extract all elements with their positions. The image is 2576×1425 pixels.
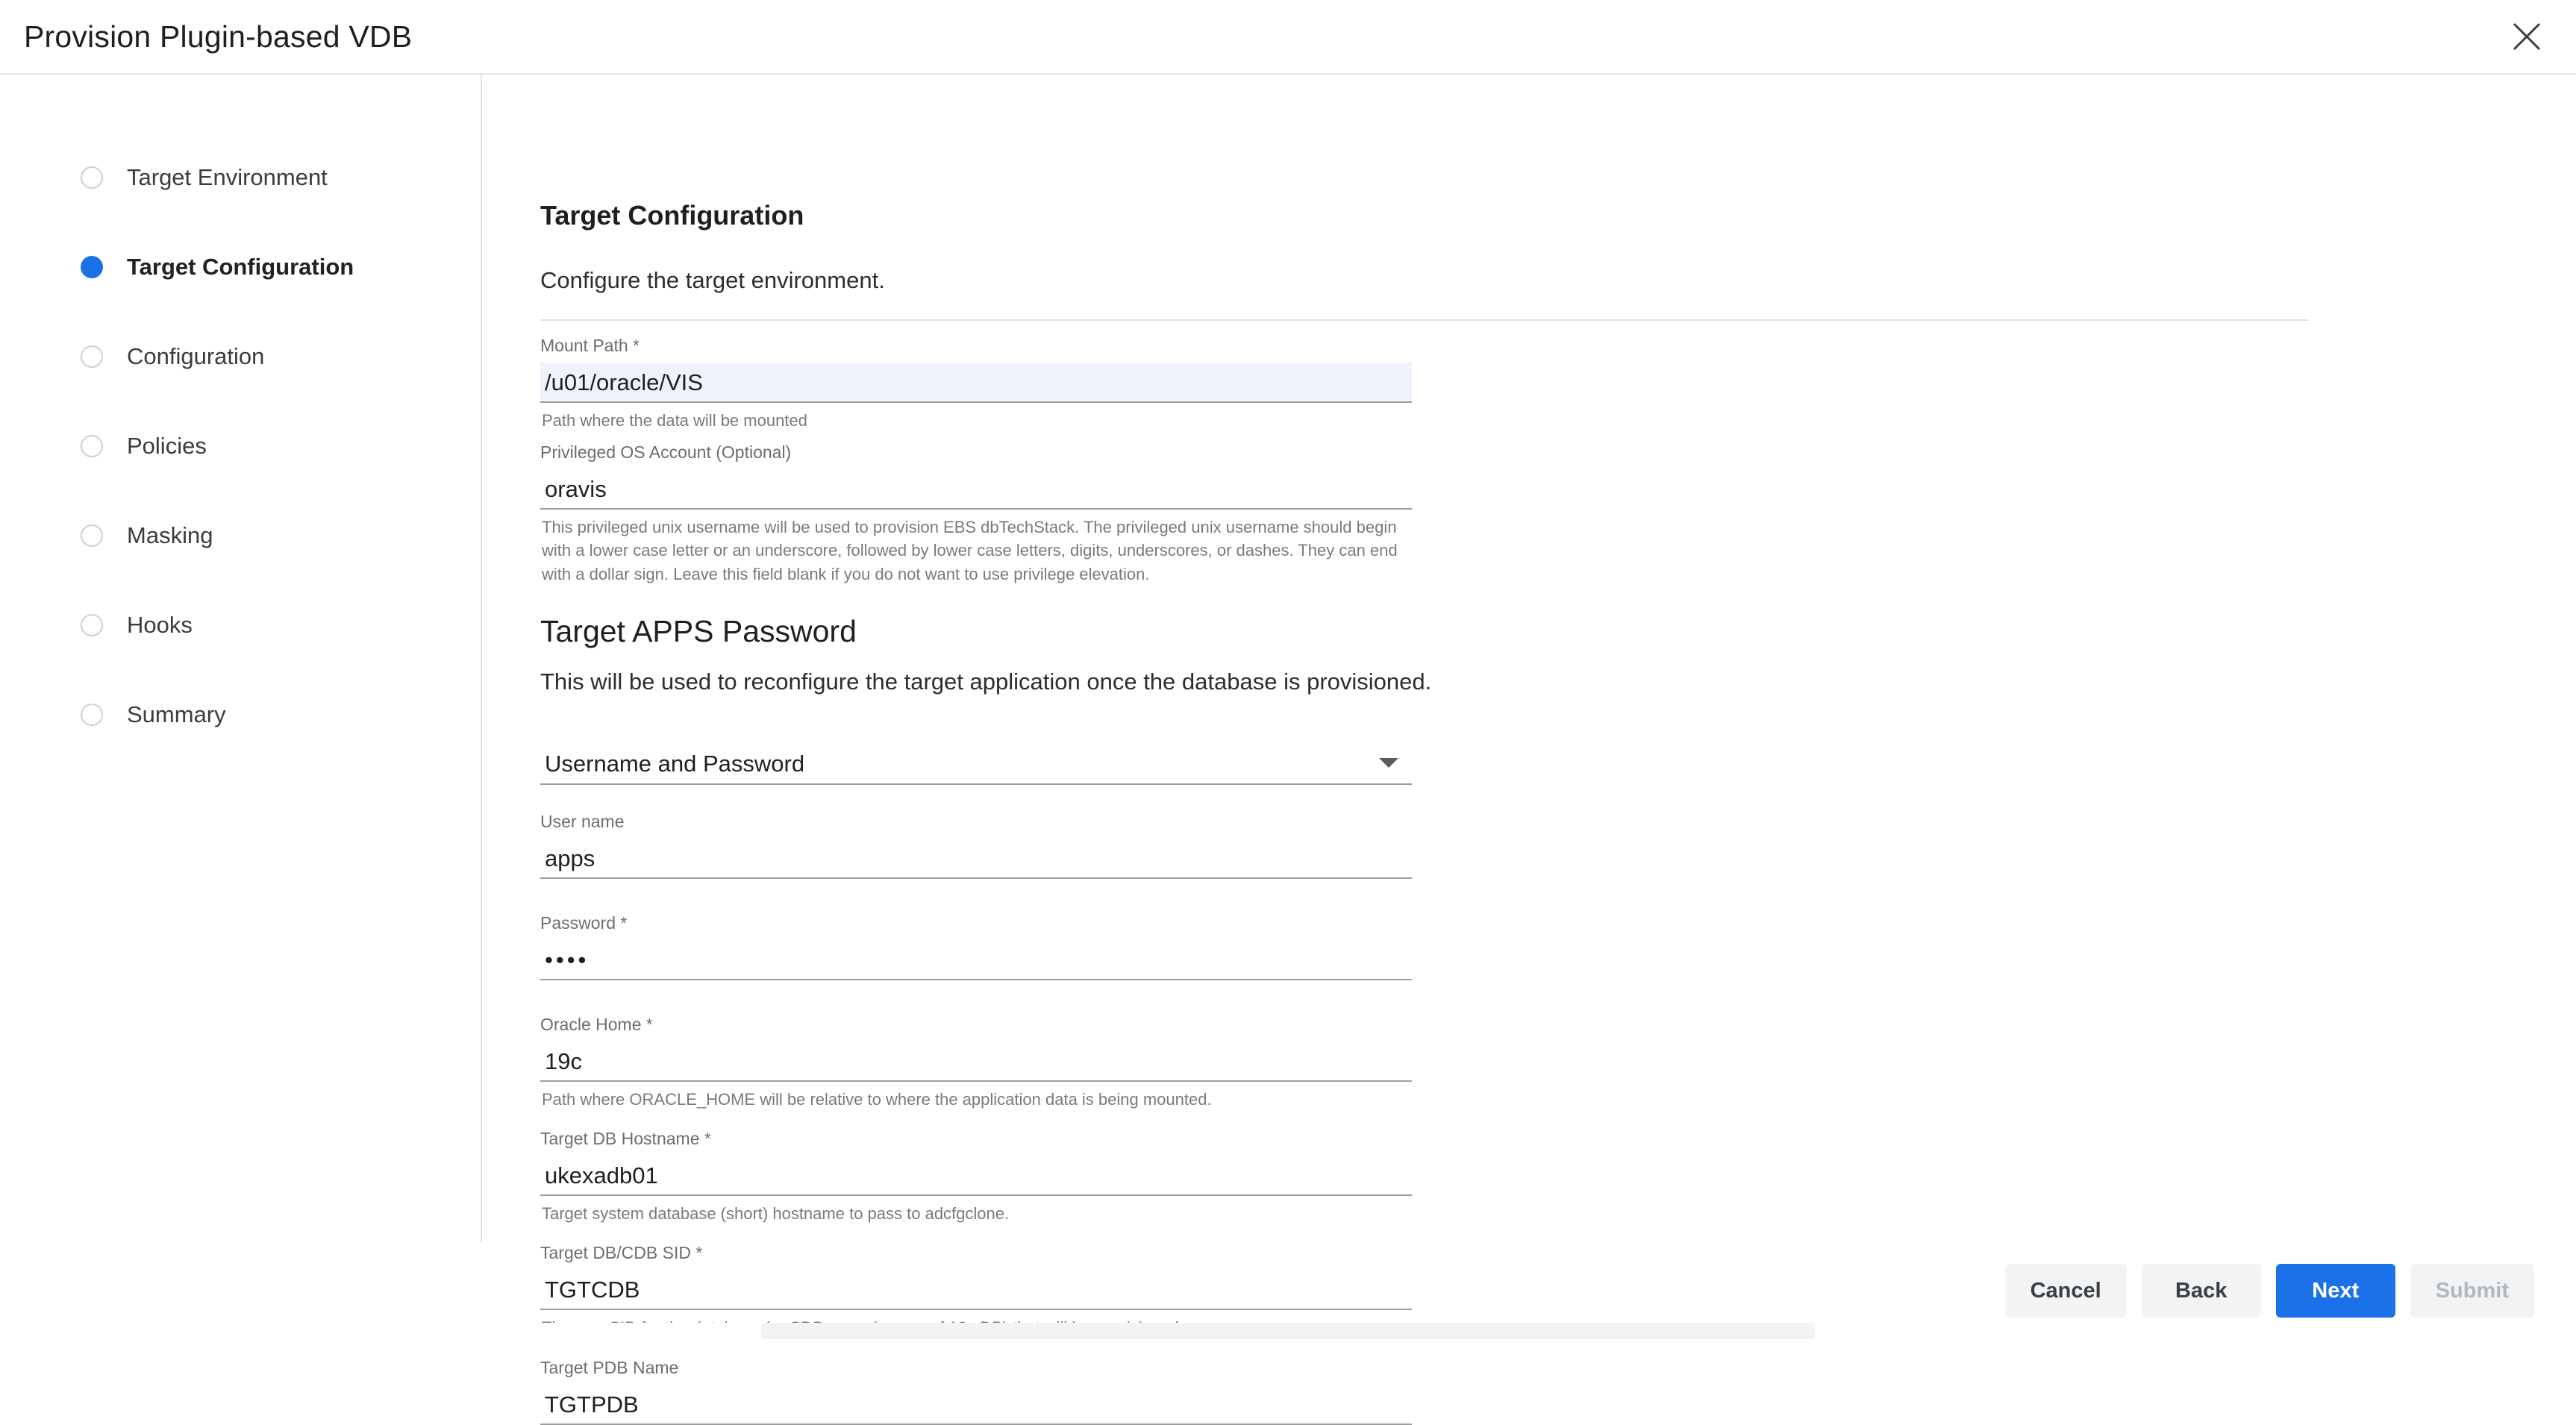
wizard-stepper — [0, 75, 482, 1242]
oracle-home-field[interactable] — [540, 1015, 1412, 1111]
mount-path-field[interactable] — [540, 336, 1412, 432]
sidebar-item-masking[interactable] — [0, 491, 481, 580]
target-pdb-name-field[interactable] — [540, 1358, 1412, 1425]
target-db-hostname-label: Target DB Hostname * — [540, 1129, 711, 1149]
sidebar-item-hooks[interactable] — [0, 580, 481, 670]
bottom-strip-inner — [761, 1323, 1815, 1339]
step-indicator-icon — [81, 704, 103, 726]
target-db-cdb-sid-input[interactable]: TGTCDB — [540, 1270, 1412, 1310]
step-indicator-icon — [81, 435, 103, 457]
apps-password-label: Password * — [540, 912, 628, 933]
privileged-os-account-input[interactable]: oravis — [540, 469, 1412, 510]
sidebar-item-configuration[interactable] — [0, 312, 481, 401]
close-icon[interactable] — [2506, 16, 2548, 57]
target-db-hostname-input[interactable]: ukexadb01 — [540, 1156, 1412, 1196]
step-label: Configuration — [127, 343, 265, 369]
section-heading: Target Configuration — [540, 200, 804, 231]
sidebar-item-summary[interactable] — [0, 670, 481, 760]
apps-password-subheading: This will be used to reconfigure the target application once the database is provisioned. — [540, 668, 1432, 695]
back-button[interactable]: Back — [2142, 1264, 2261, 1318]
bottom-strip — [0, 1323, 2576, 1339]
target-pdb-name-label: Target PDB Name — [540, 1357, 679, 1377]
privileged-os-account-label: Privileged OS Account (Optional) — [540, 442, 792, 463]
target-db-hostname-field[interactable] — [540, 1129, 1412, 1225]
apps-username-label: User name — [540, 811, 625, 831]
apps-username-field[interactable] — [540, 812, 1412, 879]
oracle-home-help: Path where ORACLE_HOME will be relative to where the application data is being mounted. — [542, 1089, 1212, 1109]
sidebar-item-target-environment[interactable] — [0, 133, 481, 222]
step-indicator-icon — [81, 256, 103, 278]
apps-username-input[interactable]: apps — [540, 839, 1412, 879]
target-db-cdb-sid-label: Target DB/CDB SID * — [540, 1243, 703, 1263]
target-pdb-name-input[interactable]: TGTPDB — [540, 1385, 1412, 1425]
next-button[interactable]: Next — [2276, 1264, 2395, 1318]
credential-type-value[interactable]: Username and Password — [540, 743, 1412, 785]
step-label: Summary — [127, 701, 226, 727]
dialog-header — [0, 0, 2576, 75]
step-label: Masking — [127, 522, 213, 548]
mount-path-help: Path where the data will be mounted — [542, 411, 807, 430]
divider — [540, 319, 2309, 321]
step-label: Target Environment — [127, 164, 328, 190]
step-indicator-icon — [81, 524, 103, 547]
target-db-hostname-help: Target system database (short) hostname to pass to adcfgclone. — [542, 1204, 1010, 1224]
apps-password-field[interactable] — [540, 913, 1412, 980]
privileged-os-account-field[interactable] — [540, 442, 1412, 586]
step-indicator-icon — [81, 614, 103, 636]
cancel-button[interactable]: Cancel — [2005, 1264, 2127, 1318]
apps-password-input[interactable]: •••• — [540, 940, 1412, 980]
sidebar-item-target-configuration[interactable] — [0, 222, 481, 312]
step-label: Target Configuration — [127, 254, 354, 280]
sidebar-item-policies[interactable] — [0, 401, 481, 491]
step-indicator-icon — [81, 166, 103, 189]
oracle-home-label: Oracle Home * — [540, 1014, 653, 1034]
step-label: Hooks — [127, 612, 193, 638]
chevron-down-icon[interactable] — [1379, 758, 1398, 768]
privileged-os-account-help: This privileged unix username will be used to provision EBS dbTechStack. The privileged unix username should begin with a lower case letter or an underscore, followed by lower case letters, digits, underscores, or dashes. They can end with a dollar sign. Leave this field blank if you do not want to use privilege elevation. — [542, 518, 1398, 583]
mount-path-input[interactable]: /u01/oracle/VIS — [540, 363, 1412, 403]
credential-type-select[interactable] — [540, 743, 1412, 785]
page-title: Provision Plugin-based VDB — [24, 19, 413, 54]
step-indicator-icon — [81, 345, 103, 368]
section-subheading: Configure the target environment. — [540, 267, 885, 293]
step-label: Policies — [127, 433, 207, 459]
apps-password-heading: Target APPS Password — [540, 613, 857, 648]
oracle-home-input[interactable]: 19c — [540, 1042, 1412, 1082]
submit-button: Submit — [2410, 1264, 2534, 1318]
mount-path-label: Mount Path * — [540, 336, 640, 355]
